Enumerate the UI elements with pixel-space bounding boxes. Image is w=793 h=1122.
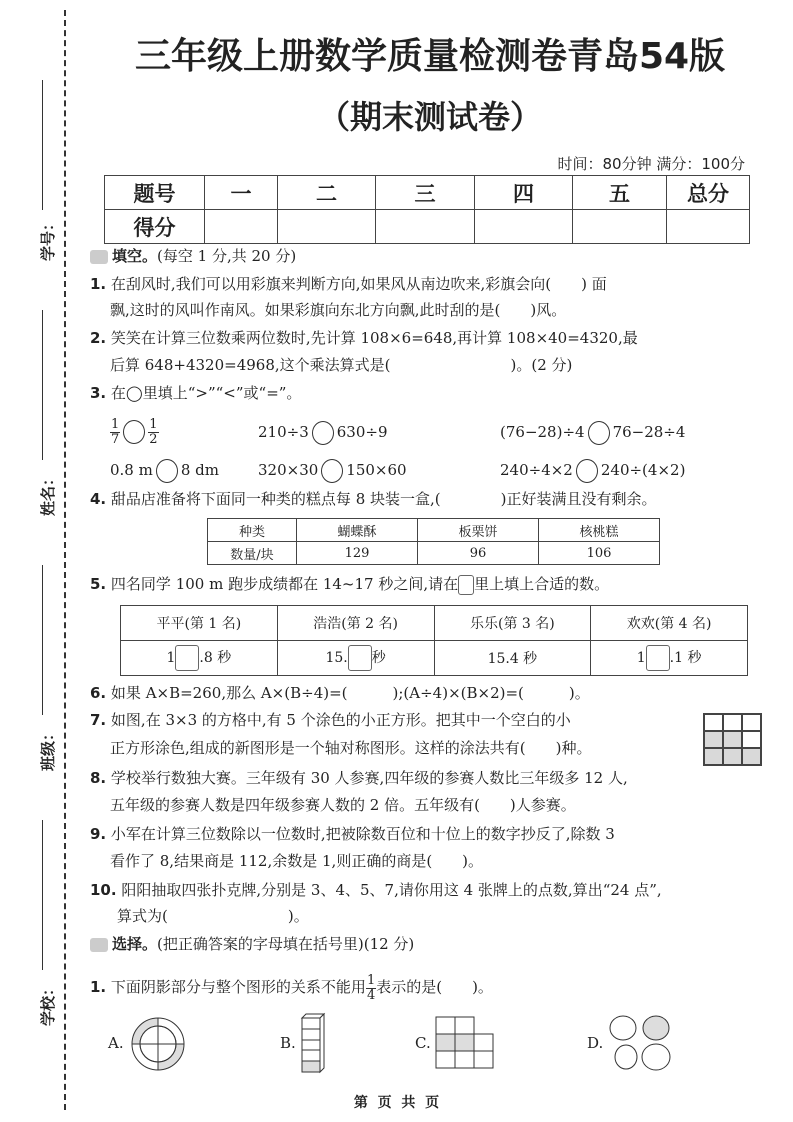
question-4 (90, 489, 656, 509)
header-cell: 二 (278, 176, 376, 210)
student-id-label: 学号： (39, 215, 58, 262)
question-text: 看作了 8,结果商是 112,余数是 1,则正确的商是( )。 (110, 852, 484, 870)
question-number: 6. (90, 684, 107, 702)
compare-item: 0.8 m 8 dm (110, 458, 219, 483)
page-footer: 第 页 共 页 (353, 1095, 440, 1111)
shaded-square (723, 731, 742, 748)
score-cell[interactable] (573, 210, 667, 244)
time-cell: 1 .1 秒 (591, 641, 748, 676)
question-7 (90, 710, 571, 730)
row-label: 得分 (105, 210, 205, 244)
value-cell: 129 (297, 542, 418, 565)
question-1 (90, 274, 607, 294)
section-title: 选择。 (112, 935, 158, 953)
question-number: 2. (90, 329, 107, 347)
question-6 (90, 683, 590, 703)
blank-square (704, 714, 723, 731)
compare-item: 240÷4×2 240÷(4×2) (500, 458, 685, 483)
option-a-circle-figure (128, 1014, 188, 1074)
option-d-circles-figure (608, 1014, 674, 1072)
compare-item: (76−28)÷4 76−28÷4 (500, 420, 685, 445)
question-text: 在刮风时,我们可以用彩旗来判断方向,如果风从南边吹来,彩旗会向( ) 面 (110, 275, 607, 293)
time-cell: 15. 秒 (277, 641, 434, 676)
shaded-grid-figure (703, 713, 762, 766)
option-b-column-figure (300, 1012, 326, 1074)
page-title: 三年级上册数学质量检测卷青岛54版 (134, 36, 726, 77)
answer-box[interactable] (348, 645, 372, 671)
question-text: 下面阴影部分与整个图形的关系不能用 (110, 978, 366, 996)
question-text: 四名同学 100 m 跑步成绩都在 14~17 秒之间,请在 (110, 575, 459, 593)
question-text: 表示的是( )。 (376, 978, 493, 996)
question-9 (90, 824, 615, 844)
question-text: 小军在计算三位数除以一位数时,把被除数百位和十位上的数字抄反了,除数 3 (110, 825, 615, 843)
header-cell: 一 (205, 176, 278, 210)
blank-square (723, 714, 742, 731)
answer-circle[interactable] (156, 459, 178, 483)
answer-box[interactable] (646, 645, 670, 671)
header-cell: 总分 (667, 176, 750, 210)
header-cell: 浩浩(第 2 名) (277, 606, 434, 641)
page-subtitle: （期末测试卷） (317, 98, 542, 136)
compare-fraction (110, 416, 159, 447)
section-2-heading (90, 934, 414, 954)
row-label: 数量/块 (208, 542, 297, 565)
section-badge-icon (90, 250, 108, 264)
pastry-table (207, 518, 660, 565)
header-cell: 三 (376, 176, 475, 210)
question-text: 阳阳抽取四张扑克牌,分别是 3、4、5、7,请你用这 4 张牌上的点数,算出“24 点”, (121, 881, 662, 899)
header-cell: 种类 (208, 519, 297, 542)
class-label: 班级： (39, 725, 58, 772)
option-d-label[interactable]: D. (587, 1034, 604, 1052)
divider (42, 565, 43, 715)
option-c-squares-figure (435, 1016, 495, 1070)
value-cell: 106 (539, 542, 660, 565)
question-8 (90, 768, 628, 788)
name-label: 姓名： (39, 470, 58, 517)
question-text: 正方形涂色,组成的新图形是一个轴对称图形。这样的涂法共有( )种。 (110, 739, 592, 757)
answer-circle[interactable] (123, 420, 145, 444)
header-cell: 核桃糕 (539, 519, 660, 542)
box-icon (458, 575, 474, 595)
question-text: 里上填上合适的数。 (474, 575, 610, 593)
question-text: 五年级的参赛人数是四年级参赛人数的 2 倍。五年级有( )人参赛。 (110, 796, 576, 814)
section-note: (每空 1 分,共 20 分) (157, 247, 297, 265)
section-1-heading (90, 246, 296, 266)
header-cell: 题号 (105, 176, 205, 210)
question-number: 8. (90, 769, 107, 787)
question-number: 9. (90, 825, 107, 843)
score-cell[interactable] (278, 210, 376, 244)
question-text: 笑笑在计算三位数乘两位数时,先计算 108×6=648,再计算 108×40=4320,最 (110, 329, 638, 347)
shaded-square (704, 748, 723, 765)
divider (42, 820, 43, 970)
school-label: 学校： (39, 980, 58, 1027)
option-b-label[interactable]: B. (280, 1034, 296, 1052)
question-number: 3. (90, 384, 107, 402)
exam-info: 时间：80分钟 满分：100分 (557, 155, 745, 173)
question-number: 4. (90, 490, 107, 508)
question-number: 5. (90, 575, 107, 593)
fraction: $\frac{1}{2}$ (149, 416, 158, 447)
score-cell[interactable] (667, 210, 750, 244)
shaded-square (742, 748, 761, 765)
question-number: 1. (90, 275, 107, 293)
header-cell: 四 (475, 176, 573, 210)
score-cell[interactable] (376, 210, 475, 244)
score-cell[interactable] (475, 210, 573, 244)
option-a-label[interactable]: A. (108, 1034, 124, 1052)
blank-square (742, 731, 761, 748)
blank-square (742, 714, 761, 731)
question-text: 甜品店准备将下面同一种类的糕点每 8 块装一盒,( )正好装满且没有剩余。 (110, 490, 657, 508)
shaded-square (723, 748, 742, 765)
score-cell[interactable] (205, 210, 278, 244)
time-cell: 1 .8 秒 (121, 641, 278, 676)
fraction: $\frac{1}{4}$ (366, 972, 376, 1003)
question-text: 如果 A×B=260,那么 A×(B÷4)=( );(A÷4)×(B×2)=( )。 (110, 684, 590, 702)
question-10 (90, 880, 662, 900)
header-cell: 平平(第 1 名) (121, 606, 278, 641)
question-3 (90, 383, 301, 403)
question-5 (90, 574, 609, 595)
shaded-square (704, 731, 723, 748)
question-text: 飘,这时的风叫作南风。如果彩旗向东北方向飘,此时刮的是( )风。 (110, 301, 567, 319)
header-cell: 欢欢(第 4 名) (591, 606, 748, 641)
question-text: 如图,在 3×3 的方格中,有 5 个涂色的小正方形。把其中一个空白的小 (110, 711, 571, 729)
divider (42, 310, 43, 460)
fraction: $\frac{1}{7}$ (111, 416, 120, 447)
question-text: 后算 648+4320=4968,这个乘法算式是( )。(2 分) (110, 356, 573, 374)
dashed-cut-line (64, 10, 66, 1110)
section-badge-icon (90, 938, 108, 952)
header-cell: 乐乐(第 3 名) (434, 606, 591, 641)
section-title: 填空。 (112, 247, 158, 265)
option-c-label[interactable]: C. (415, 1034, 431, 1052)
question-number: 7. (90, 711, 107, 729)
section-note: (把正确答案的字母填在括号里)(12 分) (157, 935, 415, 953)
time-cell: 15.4 秒 (434, 641, 591, 676)
header-cell: 五 (573, 176, 667, 210)
question-text: 算式为( )。 (117, 907, 309, 925)
compare-item: 320×30 150×60 (258, 458, 407, 483)
question-2 (90, 328, 638, 348)
compare-item: 210÷3 630÷9 (258, 420, 388, 445)
value-cell: 96 (418, 542, 539, 565)
running-table (120, 605, 748, 676)
answer-circle[interactable] (576, 459, 598, 483)
choice-question-1 (90, 972, 493, 1003)
answer-circle[interactable] (321, 459, 343, 483)
question-text: 学校举行数独大赛。三年级有 30 人参赛,四年级的参赛人数比三年级多 12 人, (110, 769, 628, 787)
header-cell: 板栗饼 (418, 519, 539, 542)
answer-circle[interactable] (312, 421, 334, 445)
header-cell: 蝴蝶酥 (297, 519, 418, 542)
question-text: 在◯里填上“>”“<”或“=”。 (110, 384, 302, 402)
answer-circle[interactable] (588, 421, 610, 445)
question-number: 1. (90, 978, 107, 996)
score-table (104, 175, 750, 244)
answer-box[interactable] (175, 645, 199, 671)
question-number: 10. (90, 881, 117, 899)
